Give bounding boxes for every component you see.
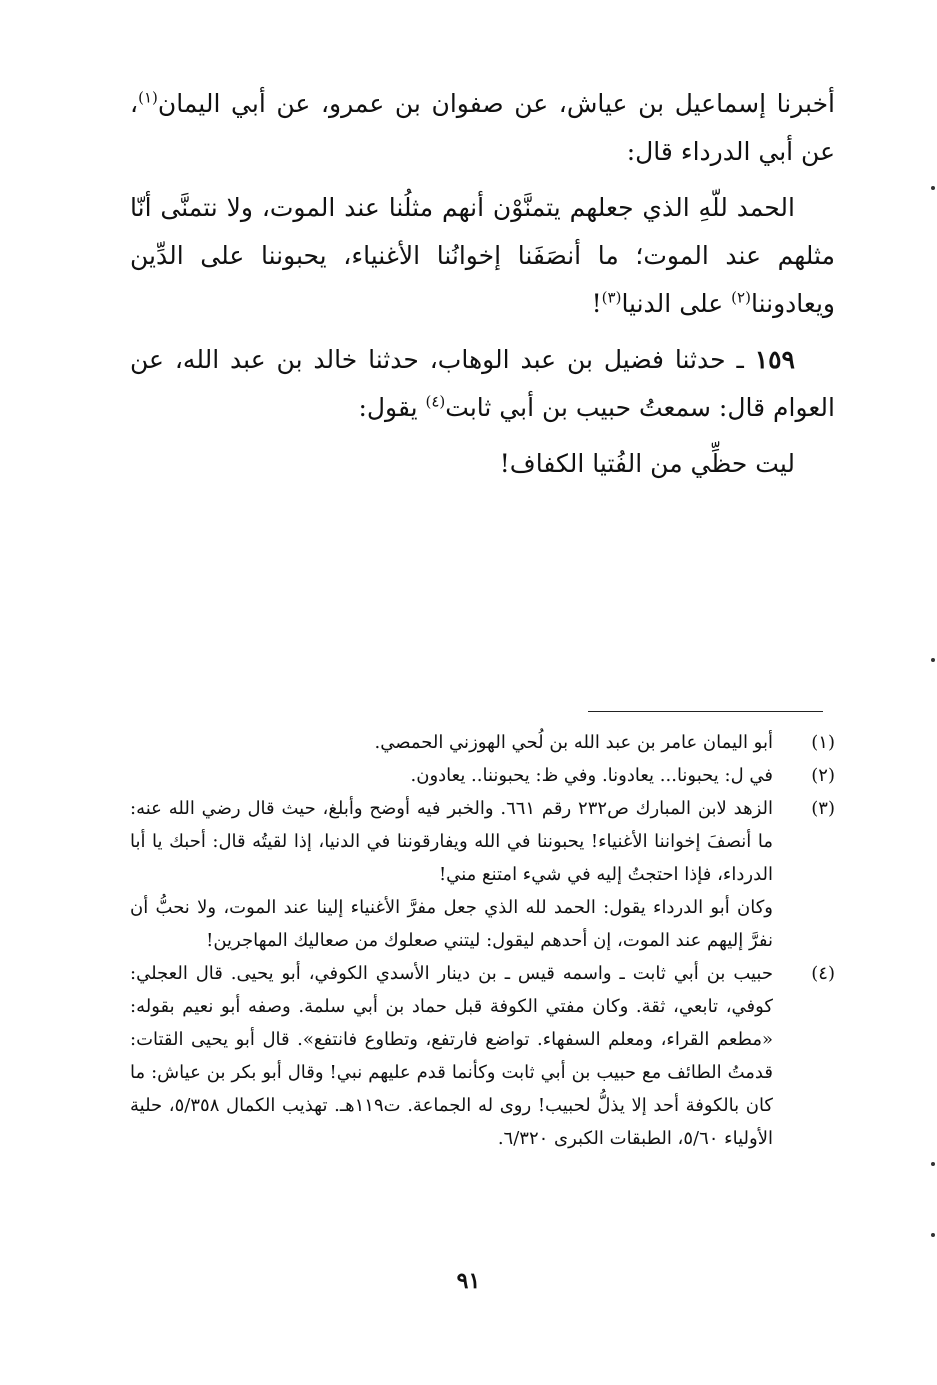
margin-dot: [931, 1233, 935, 1237]
footnote-1: [130, 726, 835, 759]
footnote-number: (٣): [811, 798, 835, 819]
paragraph-saying: ليت حظِّي من الفُتيا الكفاف!: [499, 449, 795, 478]
footnote-text: أبو اليمان عامر بن عبد الله بن لُحي الهوزني الحمصي.: [374, 732, 773, 753]
footnote-ref-2[interactable]: (٢): [731, 288, 751, 307]
footnote-text: في ل: يحبونا... يعادونا. وفي ظ: يحبوننا.. يعادون.: [410, 765, 773, 786]
footnote-3: [130, 792, 835, 957]
main-text: [130, 80, 835, 488]
footnote-ref-3[interactable]: (٣): [601, 288, 622, 307]
footnote-ref-4[interactable]: (٤): [425, 392, 446, 411]
paragraph-quote: الحمد للّهِ الذي جعلهم يتمنَّوْن أنهم مثلُنا عند الموت، ولا نتمنَّى أنّا مثلهم عند الموت؛ ما أنصَفَنا إخوانُنا الأغنياء، يحبوننا على الدِّين ويعادوننا$^{(٢)}$ على الدنيا$^{(٣)}$!: [130, 193, 835, 318]
footnote-divider: [588, 711, 823, 712]
margin-dot: [931, 658, 935, 662]
margin-dot: [931, 1162, 935, 1166]
footnote-text-continued: وكان أبو الدرداء يقول: الحمد لله الذي جعل مفرَّ الأغنياء إلينا عند الموت، ولا نحبُّ أن نفرَّ إليهم عند الموت، إن أحدهم ليقول: ليتني صعلوك من صعاليك المهاجرين!: [130, 897, 773, 951]
footnote-number: (١): [811, 732, 835, 753]
footnote-number: (٢): [811, 765, 835, 786]
paragraph-narration: ١٥٩ ـ حدثنا فضيل بن عبد الوهاب، حدثنا خالد بن عبد الله، عن العوام قال: سمعتُ حبيب بن أبي ثابت$^{(٤)}$ يقول:: [130, 345, 835, 422]
paragraph-isnad: أخبرنا إسماعيل بن عياش، عن صفوان بن عمرو، عن أبي اليمان$^{(١)}$، عن أبي الدرداء قال:: [130, 88, 835, 166]
footnote-4: [130, 957, 835, 1155]
footnote-number: (٤): [811, 963, 835, 984]
footnote-text: حبيب بن أبي ثابت ـ واسمه قيس ـ بن دينار الأسدي الكوفي، أبو يحيى. قال العجلي: كوفي، تابعي، ثقة. وكان مفتي الكوفة قبل حماد بن أبي سلمة. وصفه أبو نعيم بقوله: «مطعم القراء، ومعلم السفهاء. تواضع فارتفع، وتطاوع فانتفع». قال أبو يحيى القتات: قدمتُ الطائف مع حبيب بن أبي ثابت وكأنما قدم عليهم نبي! وقال أبو بكر بن عياش: ما كان بالكوفة أحد إلا يذلُّ لحبيب! روى له الجماعة. ت١١٩هـ. تهذيب الكمال ٥/٣٥٨، حلية الأولياء ٥/٦٠، الطبقات الكبرى ٦/٣٢٠.: [130, 963, 774, 1149]
footnote-text: الزهد لابن المبارك ص٢٣٢ رقم ٦٦١. والخبر فيه أوضح وأبلغ، حيث قال رضي الله عنه: ما أنصفَ إخواننا الأغنياء! يحبوننا في الله ويفارقوننا في الدنيا، إذا لقيتُه قال: أحبك يا أبا الدرداء، فإذا احتجتُ إليه في شيء امتنع مني!: [130, 798, 773, 885]
narration-number: ١٥٩: [754, 345, 795, 374]
footnote-ref-1[interactable]: (١): [138, 88, 158, 107]
page-number: ٩١: [456, 1268, 481, 1294]
footnotes: [130, 726, 835, 1155]
margin-dot: [931, 186, 935, 190]
footnote-2: [130, 759, 835, 792]
